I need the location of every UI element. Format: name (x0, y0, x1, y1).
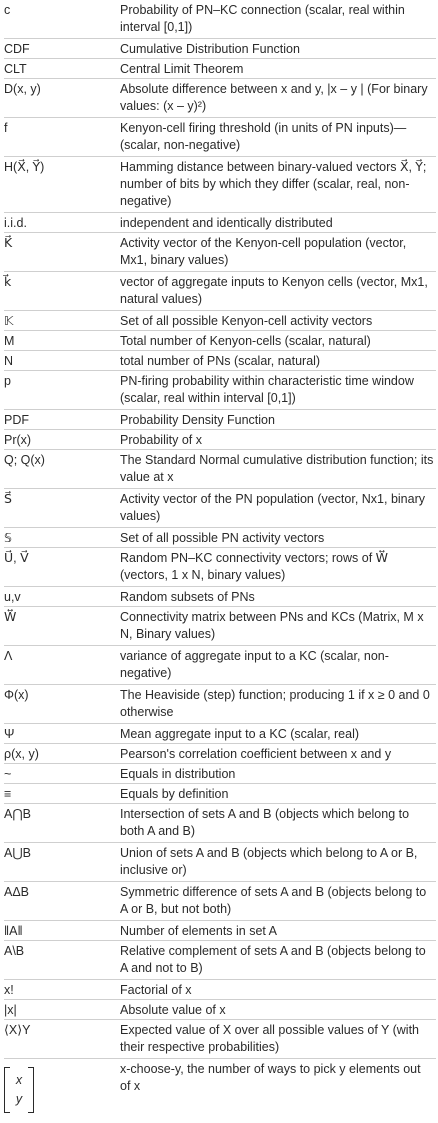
notation-symbol: Λ (4, 649, 13, 663)
notation-row (4, 39, 436, 59)
binomial-top: x (15, 1073, 23, 1087)
notation-row (4, 587, 436, 607)
notation-symbol: x! (4, 983, 14, 997)
notation-row (4, 548, 436, 587)
notation-row (4, 921, 436, 941)
notation-symbol: |x| (4, 1003, 17, 1017)
notation-symbol: A⋂B (4, 807, 31, 821)
notation-definition: Probability Density Function (120, 413, 275, 427)
notation-row (4, 371, 436, 410)
notation-symbol: ≡ (4, 787, 12, 801)
notation-definition: Factorial of x (120, 983, 192, 997)
notation-symbol: ⟨X⟩Y (4, 1023, 31, 1037)
notation-row (4, 59, 436, 79)
notation-symbol (4, 1067, 34, 1118)
notation-definition: Cumulative Distribution Function (120, 42, 300, 56)
notation-symbol: H(X⃗, Y⃗) (4, 160, 45, 174)
notation-symbol: u,v (4, 590, 21, 604)
notation-row (4, 489, 436, 528)
notation-definition: The Heaviside (step) function; producing 1 if x ≥ 0 and 0 otherwise (120, 688, 430, 719)
notation-row (4, 804, 436, 843)
notation-definition: Set of all possible PN activity vectors (120, 531, 325, 545)
notation-symbol: c (4, 3, 11, 17)
notation-row (4, 764, 436, 784)
notation-row (4, 233, 436, 272)
notation-symbol: Φ(x) (4, 688, 29, 702)
notation-definition: Union of sets A and B (objects which belong to A or B, inclusive or) (120, 846, 418, 877)
notation-symbol: k⃗ (4, 275, 12, 289)
notation-symbol: CLT (4, 62, 27, 76)
notation-symbol: AΔB (4, 885, 30, 899)
notation-table (4, 0, 436, 1117)
notation-row (4, 118, 436, 157)
notation-row (4, 784, 436, 804)
notation-symbol: D(x, y) (4, 82, 41, 96)
notation-row (4, 157, 436, 213)
notation-symbol: ~ (4, 767, 12, 781)
notation-row (4, 646, 436, 685)
notation-row (4, 1020, 436, 1059)
notation-symbol: ‖A‖ (4, 924, 23, 938)
notation-row (4, 79, 436, 118)
notation-row (4, 213, 436, 233)
notation-definition: total number of PNs (scalar, natural) (120, 354, 321, 368)
notation-row (4, 1059, 436, 1117)
notation-row (4, 980, 436, 1000)
notation-symbol: 𝕊 (4, 531, 12, 545)
notation-row (4, 331, 436, 351)
notation-symbol: A⋃B (4, 846, 31, 860)
notation-definition: variance of aggregate input to a KC (scalar, non-negative) (120, 649, 389, 680)
notation-symbol: W⃡ (4, 610, 17, 624)
notation-definition: Activity vector of the Kenyon-cell population (vector, Mx1, binary values) (120, 236, 407, 267)
notation-row (4, 0, 436, 39)
notation-symbol: M (4, 334, 15, 348)
notation-row (4, 450, 436, 489)
notation-row (4, 1000, 436, 1020)
notation-definition: Connectivity matrix between PNs and KCs (Matrix, M x N, Binary values) (120, 610, 424, 641)
notation-row (4, 410, 436, 430)
notation-definition: Expected value of X over all possible values of Y (with their respective probabilities) (120, 1023, 420, 1054)
notation-symbol: ρ(x, y) (4, 747, 39, 761)
notation-symbol: i.i.d. (4, 216, 27, 230)
notation-symbol: U⃗, V⃗ (4, 551, 29, 565)
notation-row (4, 744, 436, 764)
notation-row (4, 607, 436, 646)
notation-row (4, 843, 436, 882)
notation-row (4, 430, 436, 450)
notation-definition: Activity vector of the PN population (vector, Nx1, binary values) (120, 492, 425, 523)
notation-symbol: A\B (4, 944, 25, 958)
notation-symbol: S⃗ (4, 492, 12, 506)
notation-definition: Total number of Kenyon-cells (scalar, natural) (120, 334, 371, 348)
notation-definition: Pearson's correlation coefficient between x and y (120, 747, 392, 761)
notation-symbol: PDF (4, 413, 29, 427)
notation-row (4, 724, 436, 744)
notation-definition: Set of all possible Kenyon-cell activity vectors (120, 314, 373, 328)
notation-definition: Hamming distance between binary-valued vectors X⃗, Y⃗; number of bits by which they differ (scalar, real, non-negative) (120, 160, 427, 208)
binomial-bracket (4, 1067, 34, 1113)
notation-row (4, 351, 436, 371)
notation-definition: Mean aggregate input to a KC (scalar, real) (120, 727, 360, 741)
notation-symbol: p (4, 374, 11, 388)
notation-row (4, 528, 436, 548)
notation-definition: Number of elements in set A (120, 924, 278, 938)
notation-definition: Kenyon-cell firing threshold (in units of PN inputs)—(scalar, non-negative) (120, 121, 407, 152)
notation-definition: Random subsets of PNs (120, 590, 255, 604)
notation-row (4, 272, 436, 311)
notation-definition: independent and identically distributed (120, 216, 333, 230)
notation-definition: Intersection of sets A and B (objects which belong to both A and B) (120, 807, 410, 838)
notation-definition: Probability of PN–KC connection (scalar, real within interval [0,1]) (120, 3, 405, 34)
notation-definition: Equals in distribution (120, 767, 236, 781)
notation-definition: Central Limit Theorem (120, 62, 244, 76)
notation-definition: Relative complement of sets A and B (objects belong to A and not to B) (120, 944, 426, 975)
notation-definition: Absolute value of x (120, 1003, 226, 1017)
notation-definition: vector of aggregate inputs to Kenyon cells (vector, Mx1, natural values) (120, 275, 428, 306)
notation-symbol: Ψ (4, 727, 15, 741)
notation-symbol: f (4, 121, 8, 135)
notation-symbol: N (4, 354, 14, 368)
notation-definition: Probability of x (120, 433, 202, 447)
notation-definition: x-choose-y, the number of ways to pick y elements out of x (120, 1062, 421, 1093)
notation-symbol: CDF (4, 42, 30, 56)
notation-symbol: Q; Q(x) (4, 453, 45, 467)
notation-symbol: 𝕂 (4, 314, 14, 328)
notation-definition: Absolute difference between x and y, |x – y | (For binary values: (x – y)²) (120, 82, 428, 113)
notation-row (4, 941, 436, 980)
notation-definition: Random PN–KC connectivity vectors; rows of W⃡ (vectors, 1 x N, binary values) (120, 551, 389, 582)
notation-row (4, 882, 436, 921)
binomial-bottom: y (15, 1092, 23, 1106)
notation-definition: PN-firing probability within characteristic time window (scalar, real within interval [0,1]) (120, 374, 414, 405)
notation-definition: Equals by definition (120, 787, 229, 801)
notation-definition: The Standard Normal cumulative distribution function; its value at x (120, 453, 434, 484)
notation-row (4, 685, 436, 724)
notation-row (4, 311, 436, 331)
notation-symbol: Pr(x) (4, 433, 32, 447)
notation-definition: Symmetric difference of sets A and B (objects belong to A or B, but not both) (120, 885, 427, 916)
notation-symbol: K⃗ (4, 236, 13, 250)
